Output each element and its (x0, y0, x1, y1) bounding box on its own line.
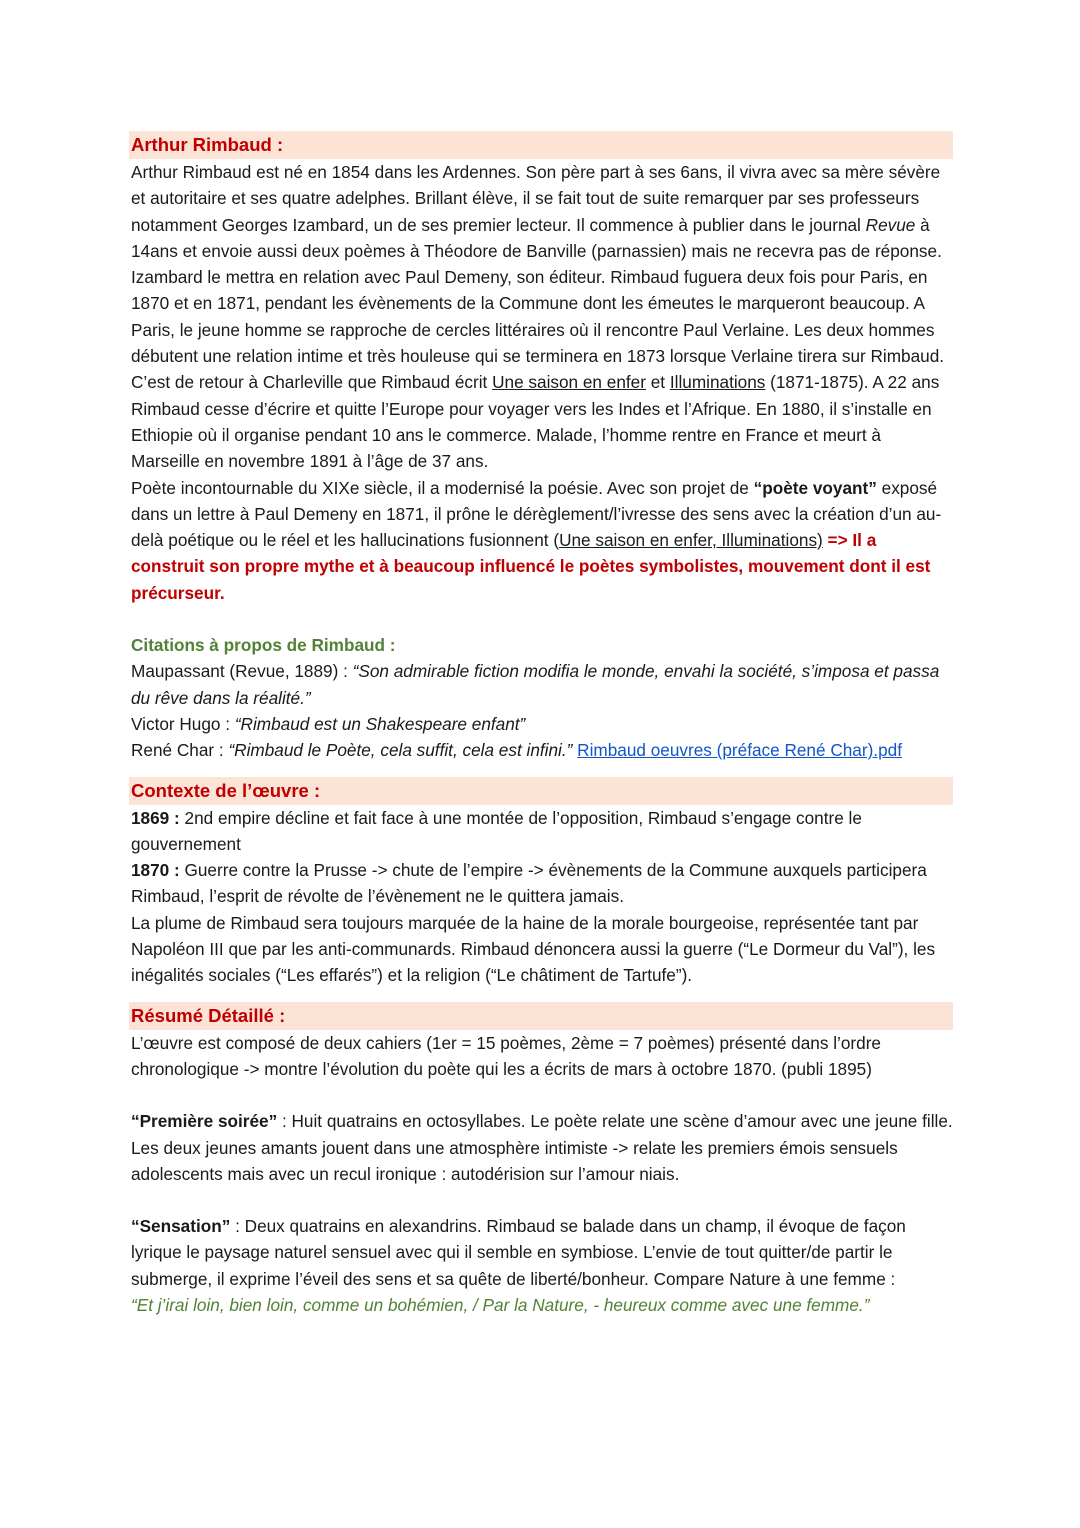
quote-author: Maupassant (Revue, 1889) : (131, 661, 353, 682)
year-text: 2nd empire décline et fait face à une montée de l’opposition, Rimbaud s’engage contre le gouvernement (131, 807, 862, 854)
year-label: 1869 : (131, 807, 180, 828)
quote-text: “Son admirable fiction modifia le monde, envahi la société, s’imposa et passa du rêve dans la réalité.” (131, 661, 940, 708)
voyant-text-2: exposé dans un lettre à Paul Demeny en 1871, il prône le dérèglement/l’ivresse des sens avec la création d’un au-delà poétique ou le réel et les hallucinations fusionnent ( (131, 477, 942, 551)
poete-voyant-term: “poète voyant” (753, 477, 877, 498)
section-heading-resume: Résumé Détaillé : (129, 1002, 953, 1030)
bio-text-2: à 14ans et envoie aussi deux poèmes à Théodore de Banville (parnassien) mais ne recevra pas de réponse. Izambard le mettra en relation avec Paul Demeny, son éditeur. Rimbaud fuguera deux fois pour Paris, en 1870 et en 1871, pendant les évènements de la Commune dont les émeutes le marqueront beaucoup. A Paris, le jeune homme se rapproche de cercles littéraires où il rencontre Paul Verlaine. Les deux hommes débutent une relation intime et très houleuse qui se terminera en 1873 lorsque Verlaine tirera sur Rimbaud. C’est de retour à Charleville que Rimbaud écrit (131, 214, 945, 393)
section-heading-contexte: Contexte de l’œuvre : (129, 777, 953, 805)
sensation-quote: “Et j’irai loin, bien loin, comme un bohémien, / Par la Nature, - heureux comme avec une femme.” (131, 1294, 870, 1315)
quote-text: “Rimbaud le Poète, cela suffit, cela est infini.” (228, 740, 573, 761)
work-illuminations: Illuminations (669, 372, 766, 393)
context-1869 (131, 805, 953, 858)
pdf-link[interactable]: Rimbaud oeuvres (préface René Char).pdf (577, 740, 902, 761)
citations-heading: Citations à propos de Rimbaud : (131, 635, 396, 656)
quote-author: René Char : (131, 740, 229, 761)
voyant-text-1: Poète incontournable du XIXe siècle, il a modernisé la poésie. Avec son projet de (131, 477, 754, 498)
quote-hugo (131, 711, 953, 737)
poem-sensation (131, 1213, 953, 1292)
quote-maupassant (131, 658, 953, 711)
poem-premiere-soiree (131, 1108, 953, 1187)
context-1870 (131, 857, 953, 910)
conclusion-highlight: => Il a construit son propre mythe et à beaucoup influencé le poètes symbolistes, mouvement dont il est précurseur. (131, 530, 931, 603)
quote-author: Victor Hugo : (131, 713, 235, 734)
quote-text: “Rimbaud est un Shakespeare enfant” (234, 713, 526, 734)
year-text: Guerre contre la Prusse -> chute de l’empire -> évènements de la Commune auxquels participera Rimbaud, l’esprit de révolte de l’évènement ne le quittera jamais. (131, 860, 927, 907)
year-label: 1870 : (131, 860, 180, 881)
biography-paragraph (131, 159, 953, 475)
work-une-saison-en-enfer: Une saison en enfer (492, 372, 646, 393)
poem-summary: : Huit quatrains en octosyllabes. Le poète relate une scène d’amour avec une jeune fille. Les deux jeunes amants jouent dans une atmosphère intimiste -> relate les premiers émois sensuels adolescents mais avec un recul ironique : autodérision sur l’amour niais. (131, 1111, 953, 1184)
resume-intro: L’œuvre est composé de deux cahiers (1er = 15 poèmes, 2ème = 7 poèmes) présenté dans l’ordre chronologique -> montre l’évolution du poète qui les a écrits de mars à octobre 1870. (publi 1895) (131, 1032, 881, 1079)
quote-char (131, 737, 953, 763)
poete-voyant-paragraph (131, 475, 953, 606)
poem-title: “Première soirée” (131, 1111, 278, 1132)
works-reference: Une saison en enfer, Illuminations) (559, 530, 823, 551)
poem-summary: : Deux quatrains en alexandrins. Rimbaud se balade dans un champ, il évoque de façon lyrique le paysage naturel sensuel avec qui il semble en symbiose. L’envie de tout quitter/de partir le submerge, il exprime l’éveil des sens et sa quête de liberté/bonheur. Compare Nature à une femme : (131, 1216, 906, 1289)
bio-text-3: (1871-1875). A 22 ans Rimbaud cesse d’écrire et quitte l’Europe pour voyager vers les Indes et l’Afrique. En 1880, il s’installe en Ethiopie où il organise pendant 10 ans le commerce. Malade, l’homme rentre en France et meurt à Marseille en novembre 1891 à l’âge de 37 ans. (131, 372, 940, 472)
document-content (131, 131, 953, 1318)
journal-revue: Revue (865, 214, 916, 235)
context-paragraph: La plume de Rimbaud sera toujours marquée de la haine de la morale bourgeoise, représentée tant par Napoléon III que par les anti-communards. Rimbaud dénoncera aussi la guerre (“Le Dormeur du Val”), les inégalités sociales (“Les effarés”) et la religion (“Le châtiment de Tartufe”). (131, 912, 936, 986)
bio-text-1: Arthur Rimbaud est né en 1854 dans les Ardennes. Son père part à ses 6ans, il vivra avec sa mère sévère et autoritaire et ses quatre adelphes. Brillant élève, il se fait tout de suite remarquer par ses professeurs notamment Georges Izambard, un de ses premier lecteur. Il commence à publier dans le journal (131, 162, 941, 235)
section-heading-rimbaud: Arthur Rimbaud : (129, 131, 953, 159)
poem-title: “Sensation” (131, 1216, 231, 1237)
bio-text-et: et (645, 372, 670, 393)
